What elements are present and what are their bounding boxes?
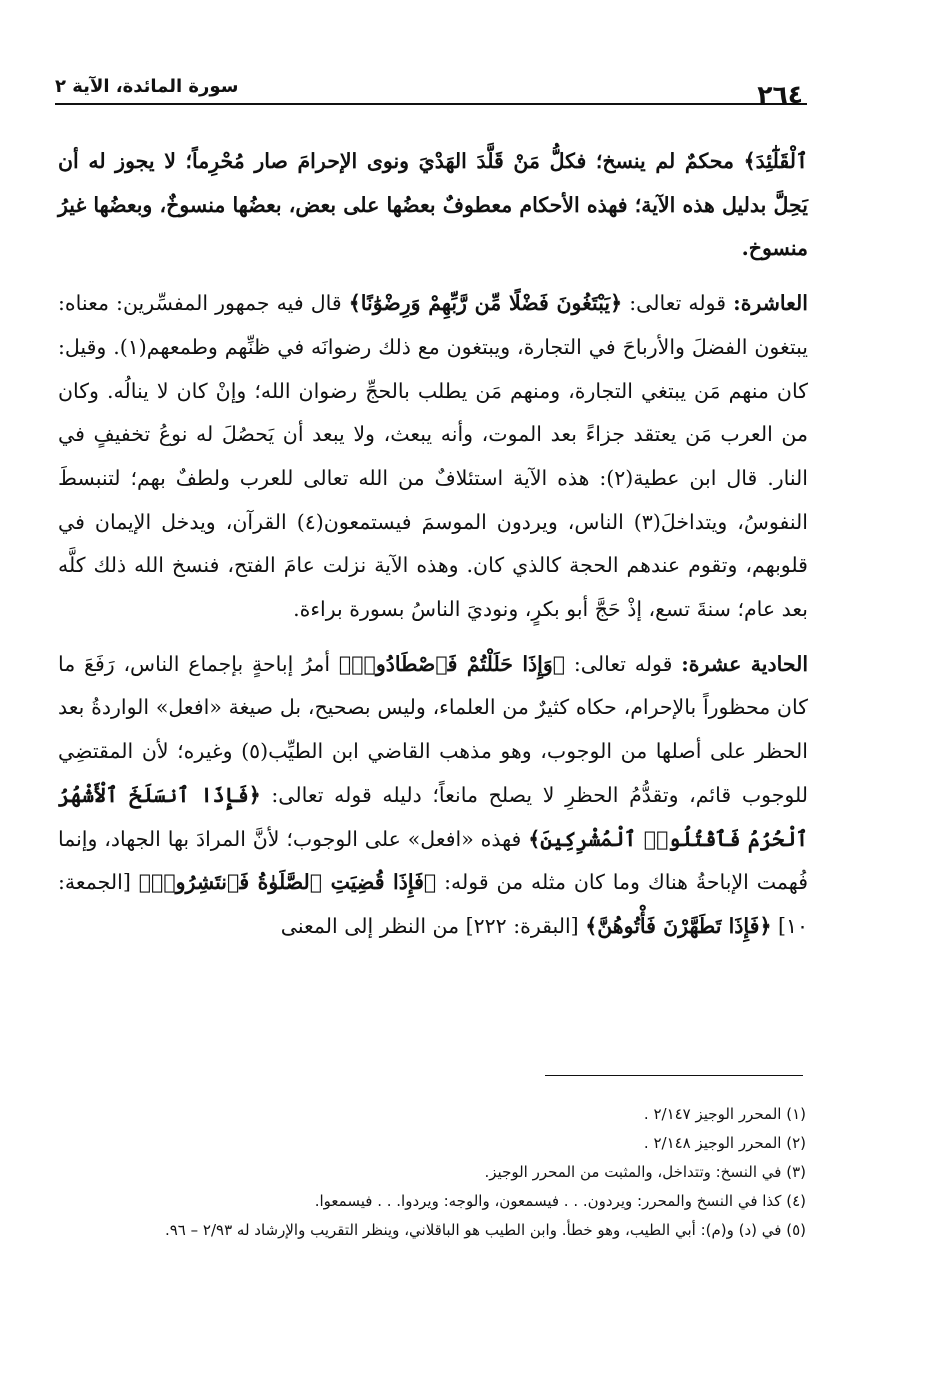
eleventh-heading: الحادية عشرة: xyxy=(681,651,809,676)
eleventh-quran-verse-2: ﴿فَإِذَا ٱنسَلَخَ ٱلْأَشْهُرُ ٱلْحُرُمُ فَٱقْتُلُوا۟ ٱلْمُشْرِكِينَ﴾ xyxy=(58,782,808,851)
eleventh-ref-3: [الجمعة: ١٠] xyxy=(58,870,808,938)
eleventh-ref-4: [البقرة: ٢٢٢] من النظر إلى المعنى xyxy=(280,913,586,938)
surah-title: سورة المائدة، الآية ٢ xyxy=(55,76,239,97)
paragraph-tenth xyxy=(58,282,808,632)
eleventh-quran-verse: ﴿وَإِذَا حَلَلْتُمْ فَٱصْطَادُوا۟﴾ xyxy=(338,651,566,676)
tenth-quran-verse: ﴿يَبْتَغُونَ فَضْلًا مِّن رَّبِّهِمْ وَرِضْوَٰنًا﴾ xyxy=(348,291,623,316)
footnote-rule xyxy=(545,1075,803,1076)
main-text xyxy=(58,140,808,949)
eleventh-intro: قوله تعالى: xyxy=(565,651,682,676)
eleventh-text-2: فهذه «افعل» على الوجوب؛ لأنَّ المرادَ بها الجهاد، وإنما فُهمت الإباحةُ هناك وما كان مثله من قوله: xyxy=(58,826,808,895)
footnote-2: (٢) المحرر الوجيز ٢/١٤٨ . xyxy=(643,1134,806,1152)
header-rule xyxy=(55,103,807,105)
tenth-heading: العاشرة: xyxy=(733,291,808,316)
tenth-intro: قوله تعالى: xyxy=(622,291,734,316)
page-number: ٢٦٤ xyxy=(757,80,803,109)
eleventh-quran-verse-4: ﴿فَإِذَا تَطَهَّرْنَ فَأْتُوهُنَّ﴾ xyxy=(585,913,772,938)
paragraph-1-text: ٱلْقَلَٰٓئِدَ﴾ محكمٌ لم ينسخ؛ فكلُّ مَنْ قَلَّدَ الهَدْيَ ونوى الإحرامَ صار مُحْرِماً؛ لا يجوز له أن يَحِلَّ بدليل هذه الآية؛ فهذه الأحكام معطوفٌ بعضُها على بعض، بعضُها منسوخٌ، وبعضُها غيرُ منسوخ. xyxy=(58,149,808,261)
paragraph-eleventh xyxy=(58,643,808,949)
footnote-4: (٤) كذا في النسخ والمحرر: ويردون. . . فيسمعون، والوجه: ويردوا. . . فيسمعوا. xyxy=(314,1192,806,1210)
eleventh-text-1: أمرُ إباحةٍ بإجماع الناس، رَفَعَ ما كان محظوراً بالإحرام، حكاه كثيرٌ من العلماء، وليس بصحيح، بل صيغة «افعل» الواردةُ بعد الحظر على أصلها من الوجوب، وهو مذهب القاضي ابن الطيِّب(٥) وغيره؛ لأن المقتضِي للوجوب قائم، وتقدُّمُ الحظرِ لا يصلح مانعاً؛ دليله قوله تعالى: xyxy=(58,651,809,807)
footnote-5: (٥) في (د) و(م): أبي الطيب، وهو خطأ. وابن الطيب هو الباقلاني، وينظر التقريب والإرشاد له ٢/٩٣ – ٩٦. xyxy=(164,1221,806,1239)
eleventh-quran-verse-3: ﴿فَإِذَا قُضِيَتِ ٱلصَّلَوٰةُ فَٱنتَشِرُوا۟﴾ xyxy=(138,870,437,895)
paragraph-1 xyxy=(58,140,808,271)
footnote-1: (١) المحرر الوجيز ٢/١٤٧ . xyxy=(643,1105,806,1123)
footnotes xyxy=(58,1100,806,1245)
tenth-text: قال فيه جمهور المفسِّرين: معناه: يبتغون الفضلَ والأرباحَ في التجارة، ويبتغون مع ذلك رضوانَه في ظنِّهم وطمعهم(١). وقيل: كان منهم مَن يبتغي التجارة، ومنهم مَن يطلب بالحجِّ رضوان الله؛ وإنْ كان لا ينالُه. وكان من العرب مَن يعتقد جزاءً بعد الموت، وأنه يبعث، ولا يبعد أن يَحصُلَ له نوعُ تخفيفٍ في النار. قال ابن عطية(٢): هذه الآية استئلافٌ من الله تعالى للعرب ولطفٌ بهم؛ لتنبسطَ النفوسُ، ويتداخلَ(٣) الناس، ويردون الموسمَ فيستمعون(٤) القرآن، ويدخل الإيمان في قلوبهم، وتقوم عندهم الحجة كالذي كان. وهذه الآية نزلت عامَ الفتح، فنسخ الله ذلك كلَّه بعد عام؛ سنةَ تسع، إذْ حَجَّ أبو بكرٍ، ونوديَ الناسُ بسورة براءة. xyxy=(58,291,808,622)
footnote-3: (٣) في النسخ: وتتداخل، والمثبت من المحرر الوجيز. xyxy=(484,1163,806,1181)
